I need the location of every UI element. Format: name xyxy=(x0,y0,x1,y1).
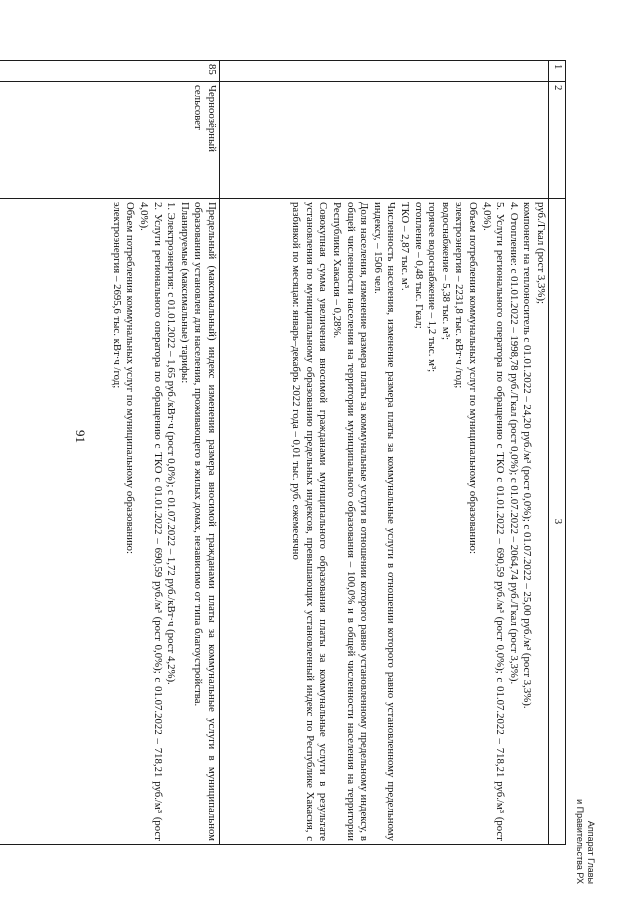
page-number: 91 xyxy=(73,430,88,443)
office-stamp xyxy=(574,774,596,884)
stamp-line: и Правительства РХ xyxy=(575,799,585,884)
row-number-cell: 85 xyxy=(0,61,220,82)
table-header-cell: 2 xyxy=(549,82,566,199)
municipality-cell: Черноозёрный сельсовет xyxy=(0,82,220,199)
table-header-label: 3 xyxy=(551,518,564,525)
text-line: Численность населения, изменение размера платы за коммунальные услуги в отношении которого равно установленному предельному индексу, – 1506 чел. xyxy=(371,202,398,841)
text-line: 2. Услуги регионального оператора по обращению с ТКО с 01.01.2022 – 690,59 руб./м³ (рост 0,0%); с 01.07.2022 – 718,21 руб./м³ (рост 4,0%). xyxy=(138,202,164,841)
table-row xyxy=(220,61,549,845)
stamp-line: Аппарат Главы xyxy=(586,820,596,884)
text-line: электроэнергия – 2231,8 тыс. кВт·ч /год; xyxy=(453,202,466,389)
table-header-row xyxy=(549,61,566,845)
text-line: отопление – 0,48 тыс. Гкал; xyxy=(412,202,425,329)
text-line: Совокупная сумма увеличения вносимой гражданами муниципального образования платы за коммунальные услуги в результате установления по муниципальному образованию предельных индексов, превышающих установленный индекс по Республике Хакасия, с разбивкой по месяцам: январь–декабрь 2022 года – 0,01 тыс. руб. ежемесячно xyxy=(290,202,330,841)
table-row xyxy=(0,61,220,845)
text-line: 5. Услуги регионального оператора по обращению с ТКО с 01.01.2022 – 690,59 руб./м³ (рост 0,0%); с 01.07.2022 – 718,21 руб./м³ (рост 4,0%). xyxy=(480,202,507,841)
text-line: Объем потребления коммунальных услуг по муниципальному образованию: xyxy=(467,202,480,554)
text-line: компонент на теплоноситель с 01.01.2022 – 24,20 руб./м³ (рост 0,0%); с 01.07.2022 – 25,00 руб./м³ (рост 3,3%). xyxy=(521,202,534,709)
text-line: электроэнергия – 2695,6 тыс. кВт·ч /год; xyxy=(110,202,123,389)
text-line: Объем потребления коммунальных услуг по муниципальному образованию: xyxy=(124,202,137,554)
text-line: горячее водоснабжение – 1,2 тыс. м³; xyxy=(426,202,439,373)
text-line: Доля населения, изменение размера платы за коммунальные услуги в отношении которого равно установленному предельному индексу, в общей численности населения на территории муниципального образования – 100,0% и в общей численности населения на территории Республики Хакасия – 0,28%. xyxy=(331,202,371,841)
text-line: руб./Гкал (рост 3,3%); xyxy=(535,202,547,304)
table-header-cell: 1 xyxy=(549,61,566,82)
text-line: 4. Отопление: с 01.01.2022 – 1998,78 руб./Гкал (рост 0,0%); с 01.07.2022 – 2064,74 руб./Гкал (рост 3,3%). xyxy=(507,202,520,685)
text-line: Планируемые (максимальные) тарифы: xyxy=(178,202,191,384)
row-number-cell xyxy=(220,61,549,82)
text-line: 1. Электроэнергия: с 01.01.2022 – 1,65 руб./кВт·ч (рост 0,0%); с 01.07.2022 – 1,72 руб./кВт·ч (рост 4,2%). xyxy=(165,202,178,685)
text-line: водоснабжение – 5,38 тыс. м³; xyxy=(439,202,452,340)
description-cell xyxy=(220,199,549,845)
text-line: Предельный (максимальный) индекс изменения размера вносимой гражданами платы за коммунальные услуги в муниципальном образовании установлен для населения, проживающего в жилых домах, независимо от типа благоустройства. xyxy=(192,202,218,841)
text-line: ТКО – 2,87 тыс. м³. xyxy=(399,202,412,291)
table-header-cell xyxy=(549,199,566,845)
document-table xyxy=(0,60,566,845)
municipality-cell xyxy=(220,82,549,199)
description-cell xyxy=(0,199,220,845)
